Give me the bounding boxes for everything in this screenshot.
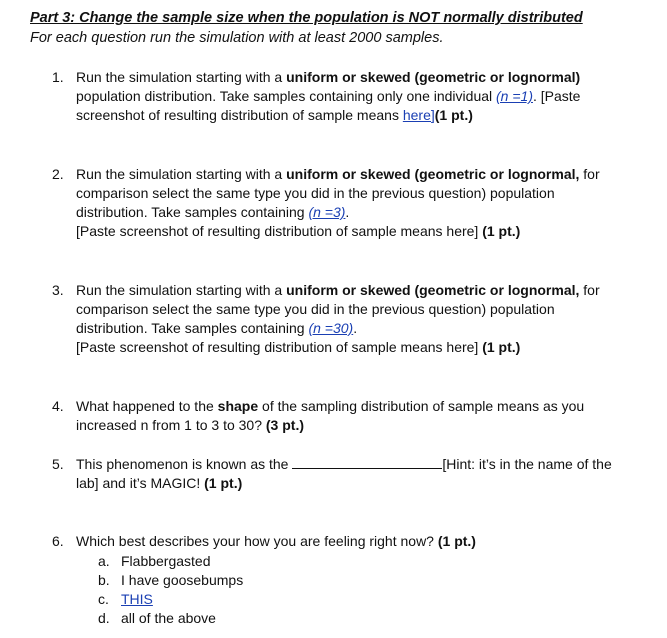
question-text: of the sampling distribution of sample means as you <box>258 398 585 414</box>
question-number: 3. <box>52 282 64 298</box>
bold-text: uniform or skewed (geometric or lognormal) <box>286 69 581 85</box>
question-5 <box>52 455 652 493</box>
sample-size-link[interactable]: (n =3) <box>308 204 346 220</box>
question-text: comparison select the same type you did in the previous question) population <box>76 301 555 317</box>
question-text: for <box>579 166 600 182</box>
question-1 <box>52 68 652 125</box>
option-letter: a. <box>98 553 110 569</box>
instructions: For each question run the simulation with at least 2000 samples. <box>30 30 444 46</box>
question-number: 1. <box>52 69 64 85</box>
answer-options <box>98 552 652 628</box>
option-letter: b. <box>98 572 110 588</box>
option-c <box>98 590 652 609</box>
question-text: Run the simulation starting with a <box>76 282 287 298</box>
question-6 <box>52 532 652 628</box>
question-text: . <box>353 320 358 336</box>
option-text: I have goosebumps <box>121 572 244 588</box>
question-3 <box>52 281 652 357</box>
answer-blank[interactable] <box>292 455 442 469</box>
here-link[interactable]: here] <box>402 107 435 123</box>
question-text: What happened to the <box>76 398 218 414</box>
sample-size-link[interactable]: (n =1) <box>496 88 533 104</box>
question-number: 2. <box>52 166 64 182</box>
points-label: (1 pt.) <box>434 107 473 123</box>
question-number: 5. <box>52 456 64 472</box>
question-text: Run the simulation starting with a <box>76 69 287 85</box>
sample-size-link[interactable]: (n =30) <box>308 320 354 336</box>
question-text: distribution. Take samples containing <box>76 320 309 336</box>
question-text: [Paste screenshot of resulting distribution of sample means here] <box>76 223 483 239</box>
option-a <box>98 552 652 571</box>
question-4 <box>52 397 652 435</box>
question-number: 6. <box>52 533 64 549</box>
option-text: Flabbergasted <box>121 553 211 569</box>
question-text: Run the simulation starting with a <box>76 166 287 182</box>
bold-text: uniform or skewed (geometric or lognormal, <box>286 166 580 182</box>
question-text: This phenomenon is known as the <box>76 456 293 472</box>
option-d <box>98 609 652 628</box>
option-letter: c. <box>98 591 109 607</box>
points-label: (1 pt.) <box>204 475 243 491</box>
question-text: . <box>345 204 350 220</box>
question-text: lab] and it’s MAGIC! <box>76 475 205 491</box>
option-letter: d. <box>98 610 110 626</box>
question-text: [Paste screenshot of resulting distribution of sample means here] <box>76 339 483 355</box>
bold-text: uniform or skewed (geometric or lognormal, <box>286 282 580 298</box>
question-text: distribution. Take samples containing <box>76 204 309 220</box>
this-link[interactable]: THIS <box>121 591 153 607</box>
bold-text: shape <box>217 398 259 414</box>
question-text: for <box>579 282 600 298</box>
points-label: (1 pt.) <box>482 339 521 355</box>
option-b <box>98 571 652 590</box>
question-2 <box>52 165 652 241</box>
question-text: population distribution. Take samples containing only one individual <box>76 88 497 104</box>
points-label: (1 pt.) <box>437 533 476 549</box>
part-heading: Part 3: Change the sample size when the population is NOT normally distributed <box>30 10 583 26</box>
option-text: all of the above <box>121 610 216 626</box>
question-text: screenshot of resulting distribution of sample means <box>76 107 403 123</box>
question-text: Which best describes your how you are feeling right now? <box>76 533 438 549</box>
points-label: (1 pt.) <box>482 223 521 239</box>
question-text: comparison select the same type you did in the previous question) population <box>76 185 555 201</box>
hint-text: [Hint: it’s in the name of the <box>442 456 612 472</box>
points-label: (3 pt.) <box>265 417 304 433</box>
question-text: . [Paste <box>532 88 581 104</box>
question-number: 4. <box>52 398 64 414</box>
question-text: increased n from 1 to 3 to 30? <box>76 417 266 433</box>
